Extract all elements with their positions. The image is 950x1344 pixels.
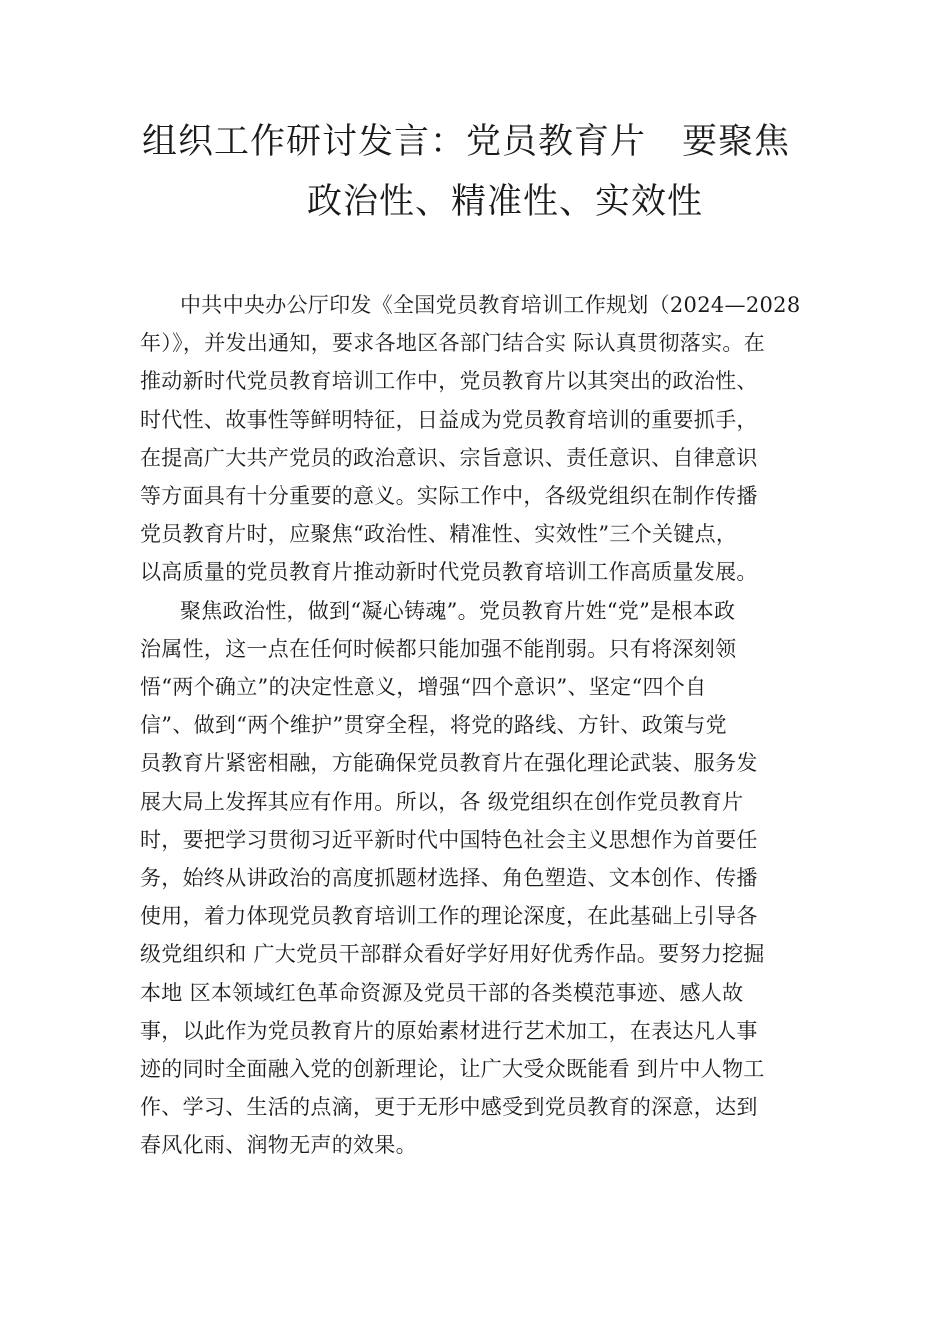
paragraph-line: 悟“两个确立”的决定性意义，增强“四个意识”、坚定“四个自: [140, 675, 707, 700]
paragraph-line: 信”、做到“两个维护”贯穿全程，将党的路线、方针、政策与党: [140, 713, 727, 738]
document-body: [140, 286, 805, 1165]
paragraph-line: 展大局上发挥其应有作用。所以，各 级党组织在创作党员教育片: [140, 789, 744, 814]
paragraph-line: 中共中央办公厅印发《全国党员教育培训工作规划（2024—2028: [180, 293, 801, 317]
paragraph-line: 本地 区本领域红色革命资源及党员干部的各类模范事迹、感人故: [140, 980, 744, 1005]
paragraph-line: 以高质量的党员教育片推动新时代党员教育培训工作高质量发展。: [140, 560, 758, 585]
paragraph-line: 作、学习、生活的点滴，更于无形中感受到党员教育的深意，达到: [140, 1095, 758, 1120]
paragraph-line: 事，以此作为党员教育片的原始素材进行艺术加工，在表达凡人事: [140, 1018, 758, 1043]
paragraph-line: 春风化雨、润物无声的效果。: [140, 1133, 417, 1158]
paragraph-line: 等方面具有十分重要的意义。实际工作中，各级党组织在制作传播: [140, 484, 758, 509]
title-line: 组织工作研讨发言：党员教育片 要聚焦: [141, 122, 790, 162]
paragraph-line: 员教育片紧密相融，方能确保党员教育片在强化理论武装、服务发: [140, 751, 758, 776]
paragraph-1: [140, 286, 805, 592]
paragraph-2: [140, 592, 805, 1165]
paragraph-line: 时，要把学习贯彻习近平新时代中国特色社会主义思想作为首要任: [140, 827, 758, 852]
paragraph-line: 时代性、故事性等鲜明特征，日益成为党员教育培训的重要抓手，: [140, 407, 758, 432]
paragraph-line: 级党组织和 广大党员干部群众看好学好用好优秀作品。要努力挖掘: [140, 942, 765, 967]
paragraph-line: 推动新时代党员教育培训工作中，党员教育片以其突出的政治性、: [140, 369, 758, 394]
paragraph-line: 迹的同时全面融入党的创新理论，让广大受众既能看 到片中人物工: [140, 1057, 765, 1082]
paragraph-line: 聚焦政治性，做到“凝心铸魂”。党员教育片姓“党”是根本政: [180, 598, 736, 623]
paragraph-line: 使用，着力体现党员教育培训工作的理论深度，在此基础上引导各: [140, 904, 758, 929]
paragraph-line: 务，始终从讲政治的高度抓题材选择、角色塑造、文本创作、传播: [140, 866, 758, 891]
paragraph-line: 在提高广大共产党员的政治意识、宗旨意识、责任意识、自律意识: [140, 445, 758, 470]
document-title: [120, 112, 830, 232]
paragraph-line: 年）》，并发出通知，要求各地区各部门结合实 际认真贯彻落实。在: [140, 331, 765, 356]
paragraph-line: 党员教育片时，应聚焦“政治性、精准性、实效性”三个关键点，: [140, 522, 738, 547]
paragraph-line: 治属性，这一点在任何时候都只能加强不能削弱。只有将深刻领: [140, 636, 737, 661]
title-line: 政治性、精准性、实效性: [306, 182, 703, 222]
